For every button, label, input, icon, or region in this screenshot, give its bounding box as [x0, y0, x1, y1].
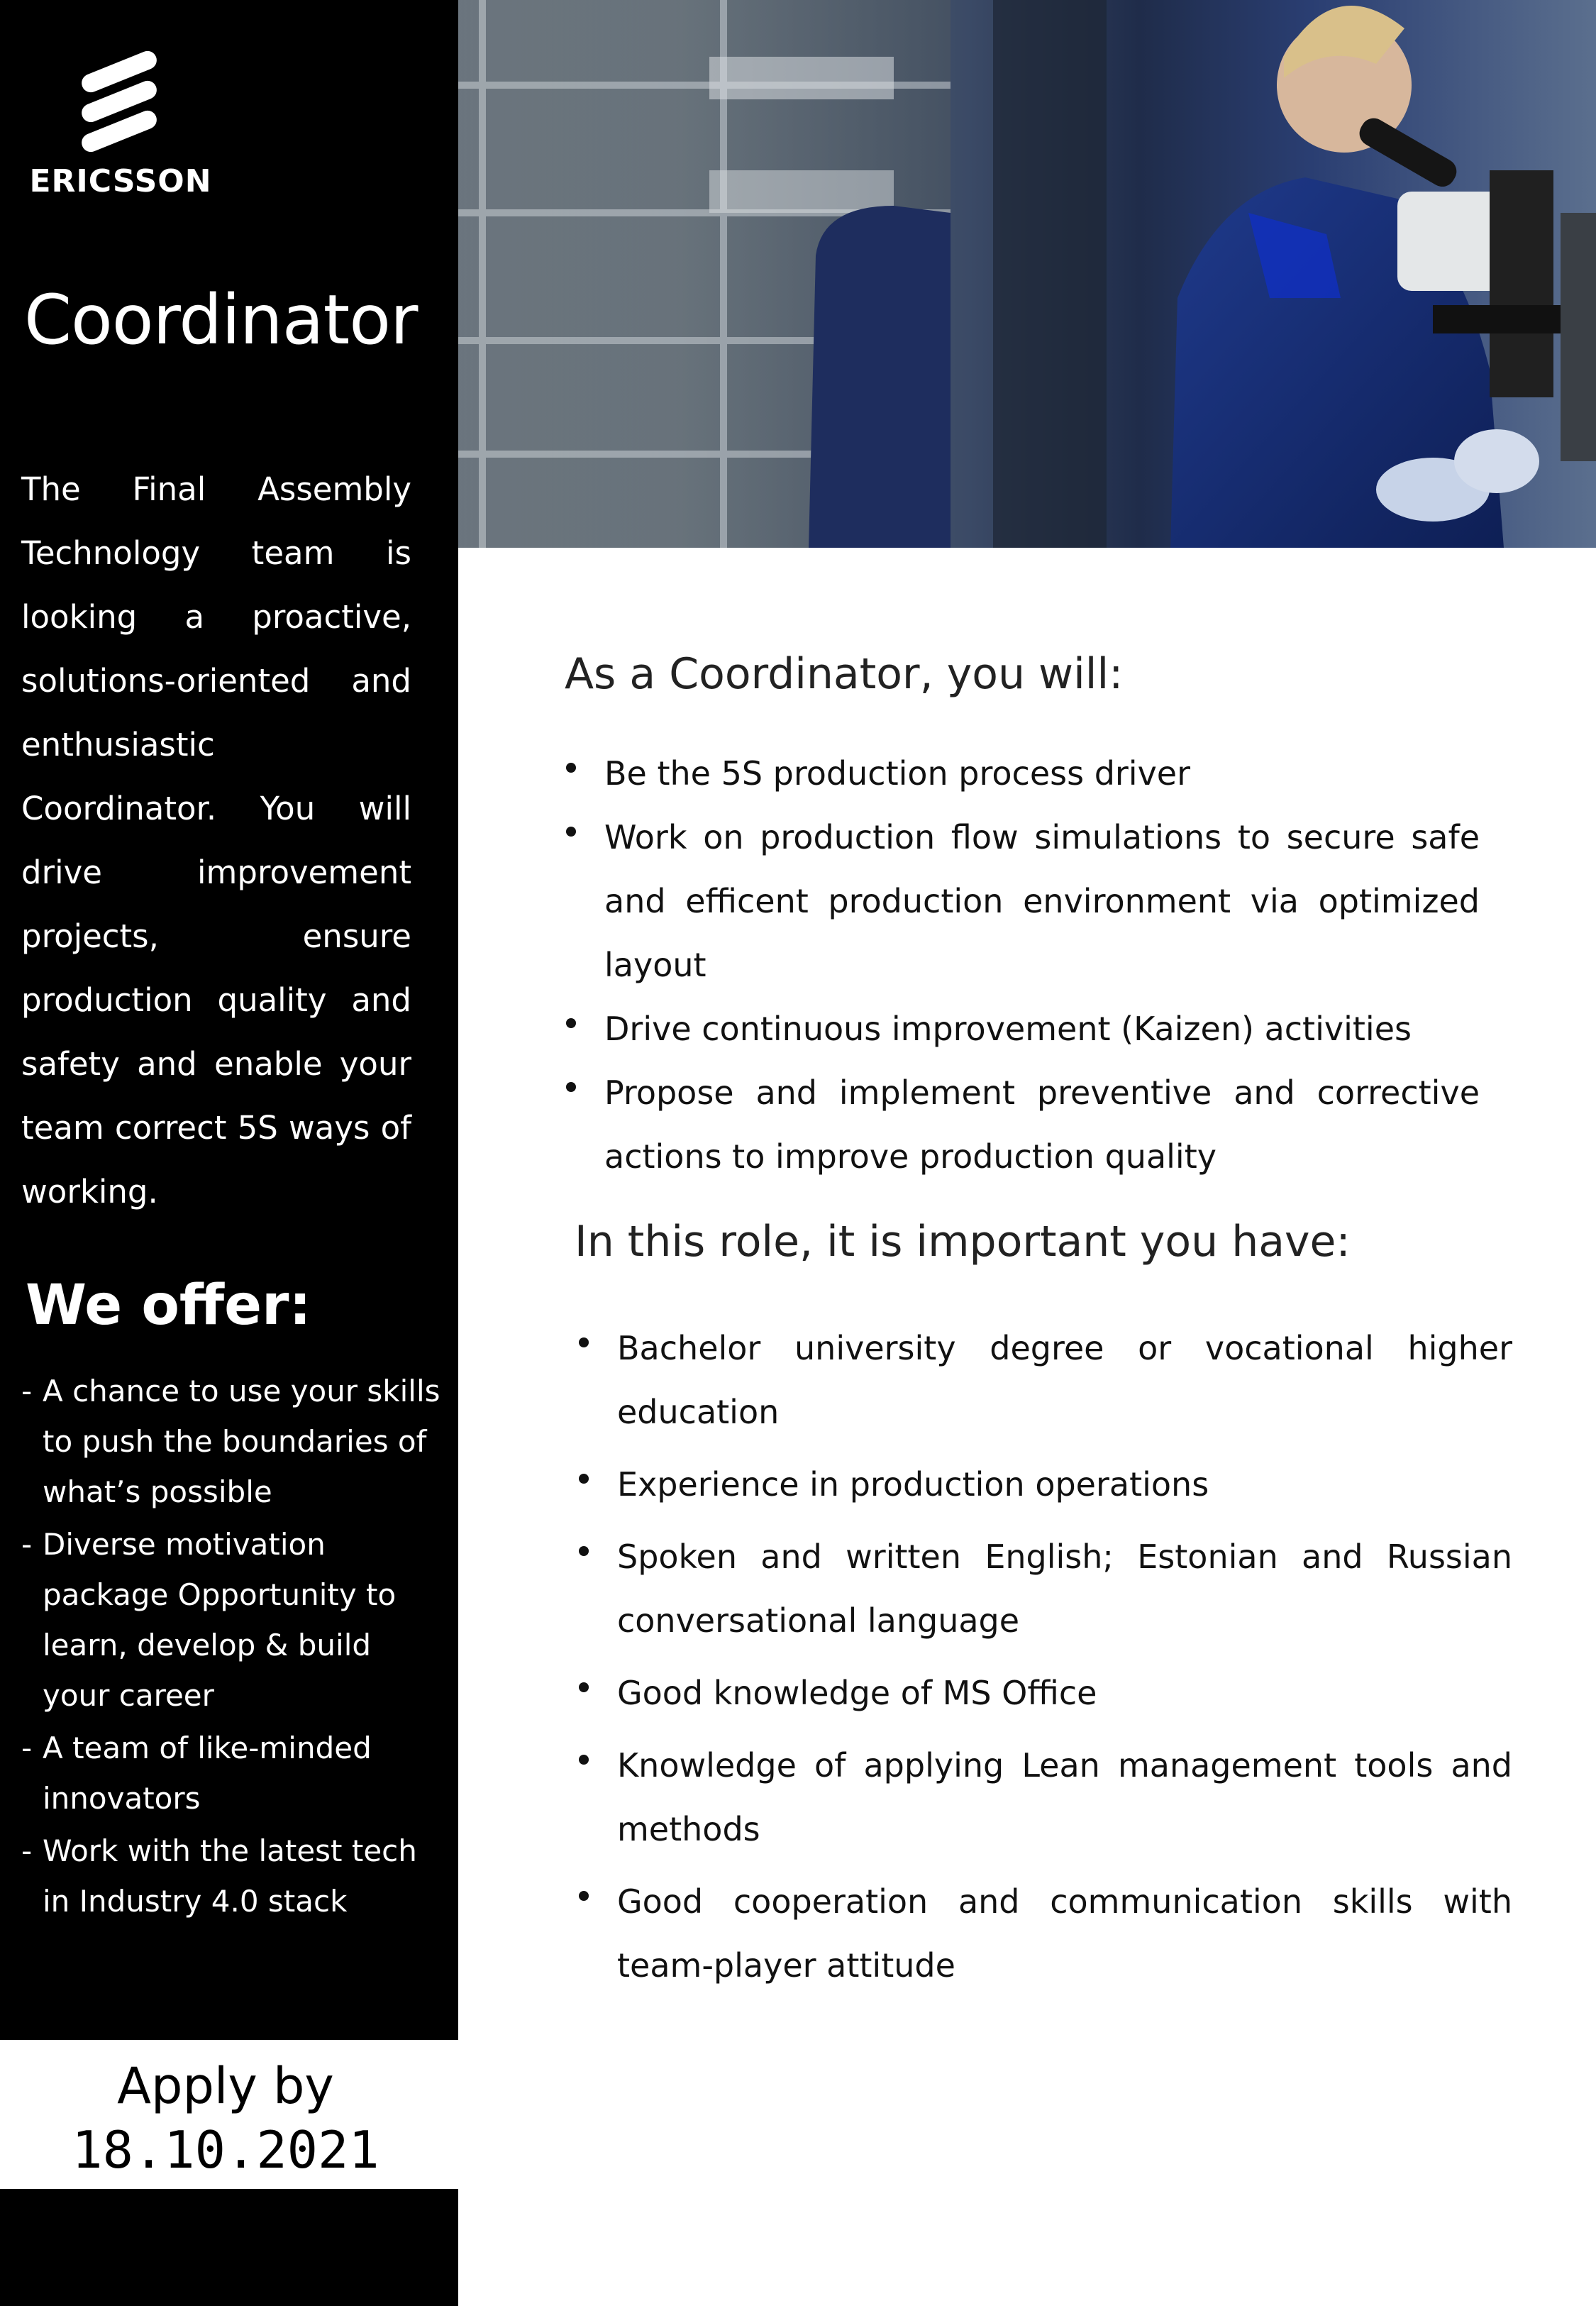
responsibility-item: Work on production flow simulations to secure safe and efficent production environment via optimized layout: [565, 805, 1480, 997]
responsibility-item: Propose and implement preventive and corrective actions to improve production quality: [565, 1061, 1480, 1188]
ericsson-logo-icon: [77, 43, 162, 156]
ericsson-logo: [28, 43, 213, 206]
offer-heading: We offer:: [26, 1274, 311, 1337]
sidebar: [0, 0, 458, 2040]
offer-list: [21, 1366, 447, 1929]
hero-photo: [454, 0, 1596, 548]
responsibilities-list: [565, 741, 1480, 1188]
offer-item: - Diverse motivation package Opportunity to learn, develop & build your career: [21, 1519, 447, 1721]
requirements-list: [577, 1316, 1512, 2006]
responsibility-item: Drive continuous improvement (Kaizen) activities: [565, 997, 1480, 1061]
intro-paragraph: The Final Assembly Technology team is looking a proactive, solutions-oriented and enthusiastic Coordinator. You will drive improvement projects, ensure production quality and safety and enable your team correct 5S ways of working.: [21, 470, 411, 1210]
apply-date: 18.10.2021: [72, 2120, 379, 2180]
offer-item: - Work with the latest tech in Industry 4.0 stack: [21, 1826, 447, 1926]
requirement-item: Bachelor university degree or vocational higher education: [577, 1316, 1512, 1444]
responsibility-item: Be the 5S production process driver: [565, 741, 1480, 805]
logo-wordmark: ERICSSON: [29, 163, 212, 199]
lab-scene-illustration: [454, 0, 1596, 548]
offer-item: - A chance to use your skills to push the boundaries of what’s possible: [21, 1366, 447, 1517]
requirements-heading: In this role, it is important you have:: [575, 1217, 1351, 1267]
requirement-item: Spoken and written English; Estonian and Russian conversational language: [577, 1525, 1512, 1653]
sidebar-footer-block: [0, 2189, 458, 2306]
job-title: Coordinator: [24, 280, 418, 360]
requirement-item: Experience in production operations: [577, 1452, 1512, 1516]
apply-label: Apply by: [117, 2057, 334, 2115]
requirement-item: Good cooperation and communication skills with team-player attitude: [577, 1870, 1512, 1997]
responsibilities-heading: As a Coordinator, you will:: [565, 649, 1124, 699]
apply-deadline: [0, 2054, 451, 2182]
requirement-item: Knowledge of applying Lean management tools and methods: [577, 1733, 1512, 1861]
requirement-item: Good knowledge of MS Office: [577, 1661, 1512, 1725]
offer-item: - A team of like-minded innovators: [21, 1723, 447, 1824]
